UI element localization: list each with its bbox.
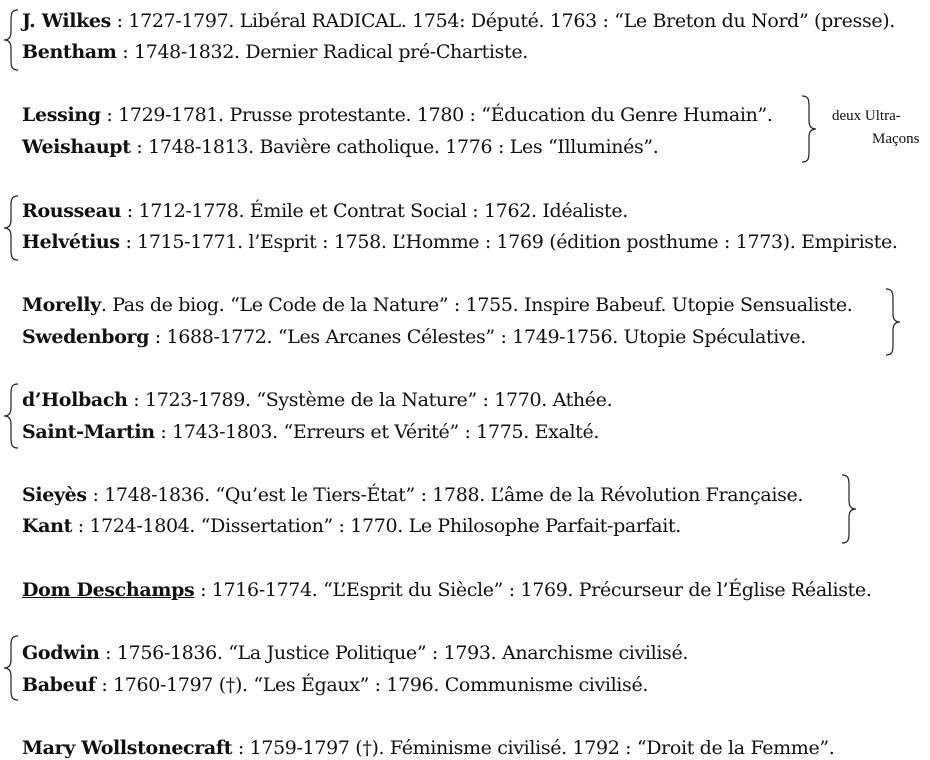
entry-name: J. Wilkes	[22, 10, 111, 32]
entry-deschamps	[22, 578, 872, 602]
entry-text: . Pas de biog. “Le Code de la Nature” : 1755. Inspire Babeuf. Utopie Sensualiste.	[100, 294, 853, 316]
entry-name: d’Holbach	[22, 389, 128, 411]
entry-name: Kant	[22, 515, 73, 537]
entry-text: : 1724-1804. “Dissertation” : 1770. Le Philosophe Parfait-parfait.	[72, 515, 681, 537]
entry-name: Godwin	[22, 642, 100, 664]
entry-morelly	[22, 293, 852, 317]
entry-name: Babeuf	[22, 674, 96, 696]
entry-text: : 1723-1789. “Système de la Nature” : 1770. Athée.	[127, 389, 613, 411]
entry-text: : 1760-1797 (†). “Les Égaux” : 1796. Communisme civilisé.	[95, 674, 649, 696]
entry-name: Dom Deschamps	[22, 579, 195, 601]
entry-text: : 1748-1836. “Qu’est le Tiers-État” : 1788. L’âme de la Révolution Française.	[86, 484, 804, 506]
entry-name: Morelly	[22, 294, 101, 316]
right-brace	[884, 287, 902, 357]
entry-name: Swedenborg	[22, 326, 150, 348]
entry-sieyes	[22, 483, 803, 507]
side-note: Maçons	[872, 131, 920, 147]
entry-name: Helvétius	[22, 231, 120, 253]
side-note: deux Ultra-	[832, 108, 901, 124]
right-brace	[800, 94, 818, 164]
entry-godwin	[22, 641, 688, 665]
entry-text: : 1759-1797 (†). Féminisme civilisé. 1792 : “Droit de la Femme”.	[232, 737, 835, 759]
entry-name: Lessing	[22, 104, 101, 126]
left-brace	[2, 382, 20, 450]
entry-name: Rousseau	[22, 200, 122, 222]
entry-rousseau	[22, 199, 628, 223]
entry-name: Bentham	[22, 41, 117, 63]
entry-helvetius	[22, 230, 898, 254]
entry-text: : 1748-1832. Dernier Radical pré-Chartiste.	[116, 41, 528, 63]
entry-weishaupt	[22, 135, 658, 159]
entry-name: Weishaupt	[22, 136, 131, 158]
entry-text: : 1727-1797. Libéral RADICAL. 1754: Député. 1763 : “Le Breton du Nord” (presse).	[110, 10, 895, 32]
entry-holbach	[22, 388, 612, 412]
left-brace	[2, 194, 20, 262]
entry-text: : 1716-1774. “L’Esprit du Siècle” : 1769. Précurseur de l’Église Réaliste.	[194, 579, 872, 601]
entry-name: Mary Wollstonecraft	[22, 737, 233, 759]
entry-text: : 1729-1781. Prusse protestante. 1780 : “Éducation du Genre Humain”.	[100, 104, 773, 126]
entry-text: : 1715-1771. l’Esprit : 1758. L’Homme : 1769 (édition posthume : 1773). Empiriste.	[119, 231, 898, 253]
left-brace	[2, 8, 20, 72]
entry-text: : 1743-1803. “Erreurs et Vérité” : 1775. Exalté.	[154, 421, 600, 443]
entry-wollstonecraft	[22, 736, 834, 760]
right-brace	[840, 473, 858, 545]
entry-wilkes	[22, 9, 895, 33]
entry-babeuf	[22, 673, 648, 697]
entry-text: : 1756-1836. “La Justice Politique” : 1793. Anarchisme civilisé.	[99, 642, 689, 664]
entry-name: Sieyès	[22, 484, 87, 506]
left-brace	[2, 634, 20, 702]
entry-bentham	[22, 40, 528, 64]
entry-swedenborg	[22, 325, 806, 349]
entry-name: Saint-Martin	[22, 421, 155, 443]
entry-lessing	[22, 103, 773, 127]
entry-kant	[22, 514, 681, 538]
entry-text: : 1748-1813. Bavière catholique. 1776 : Les “Illuminés”.	[130, 136, 659, 158]
entry-text: : 1712-1778. Émile et Contrat Social : 1762. Idéaliste.	[121, 200, 628, 222]
entry-text: : 1688-1772. “Les Arcanes Célestes” : 1749-1756. Utopie Spéculative.	[149, 326, 806, 348]
entry-saint-martin	[22, 420, 599, 444]
